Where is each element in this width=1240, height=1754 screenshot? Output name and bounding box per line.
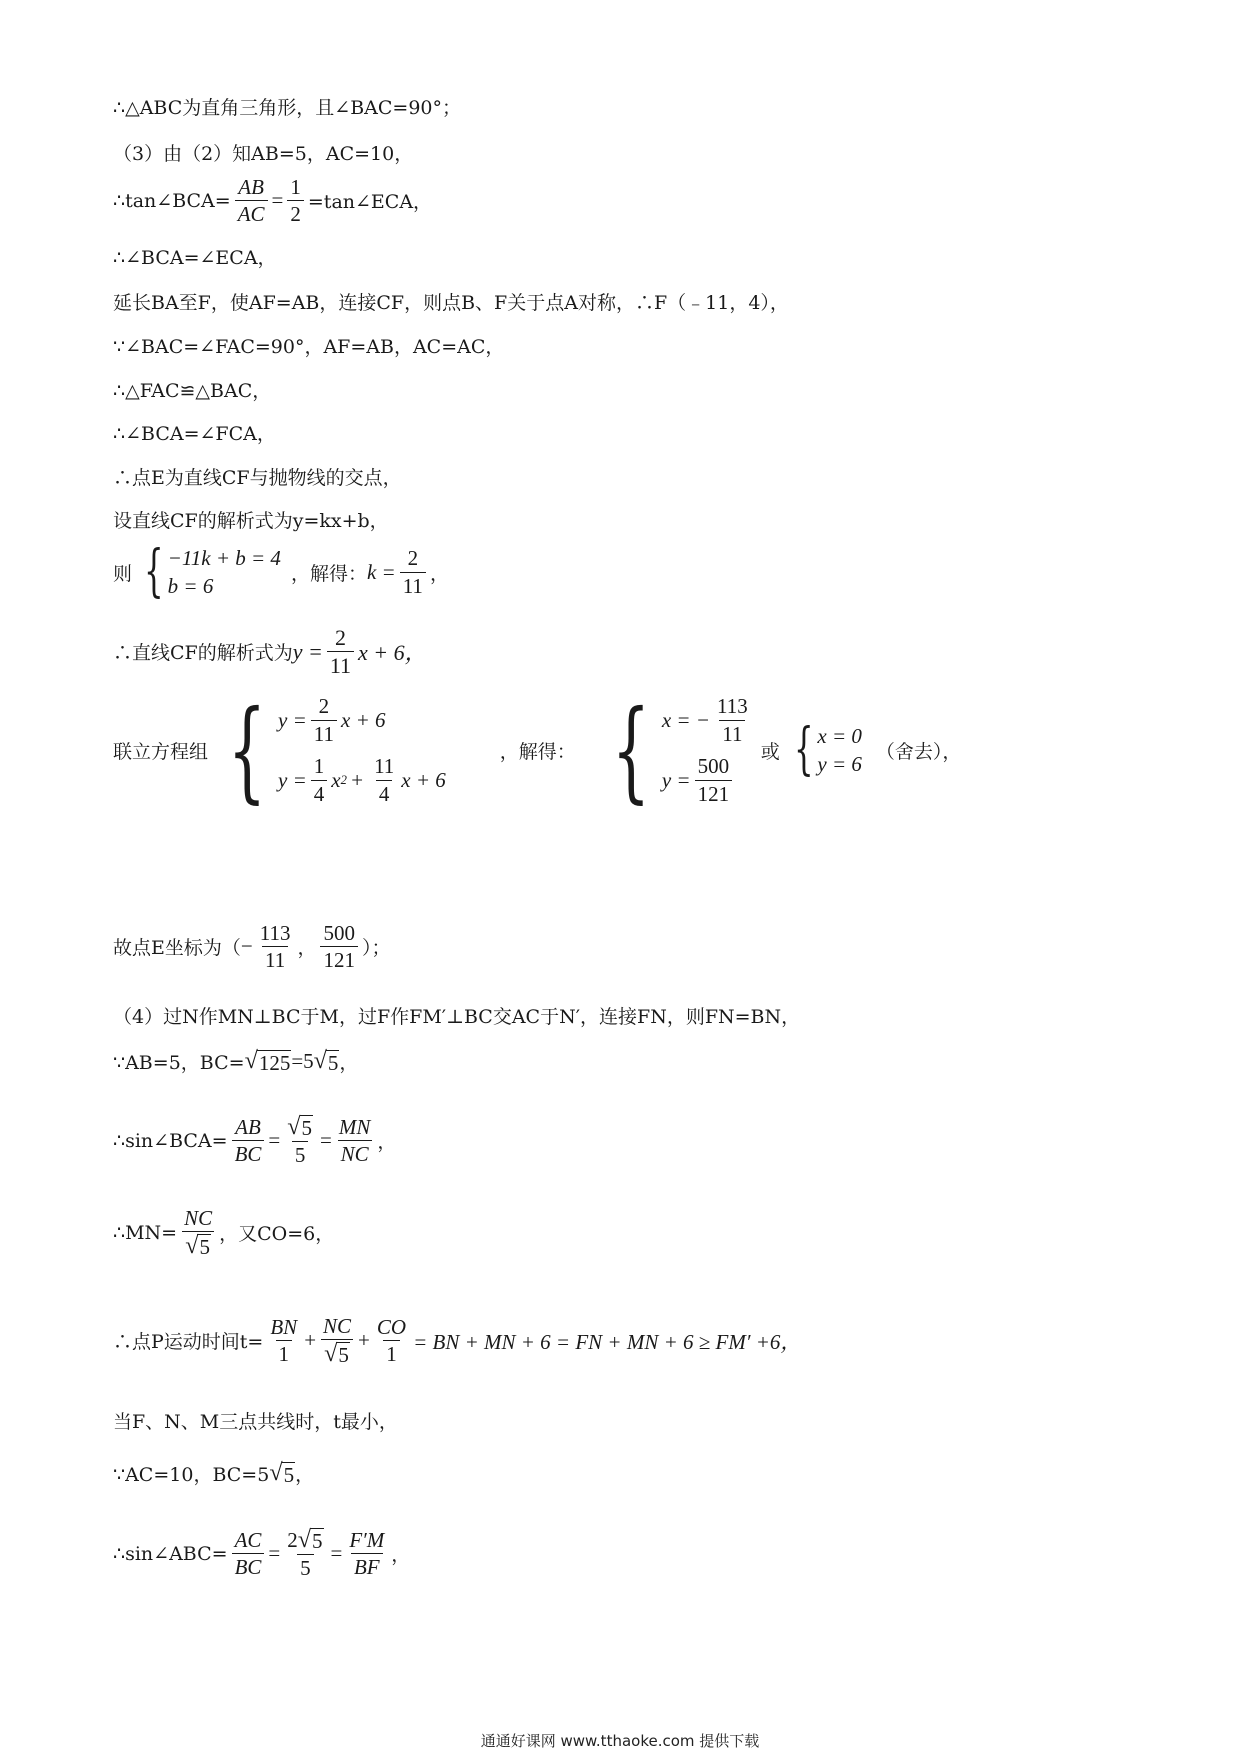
- line-13: 联立方程组 { y = $\frac{2}{11}$ x + 6 y = $\frac{1}{4}$ x 2 + $\frac{11}{4}$ x + 6 ，解得： { x = − $\frac{113}{11}$ y = $\frac{500}{121}$ 或 { x = 0 y = 6 （舍去），: [113, 686, 962, 814]
- fraction-ab-bc: $\frac{AB}{BC}$: [232, 1116, 265, 1165]
- fraction-2-11: $\frac{2}{11}$: [400, 547, 426, 596]
- fraction-half: $\frac{1}{2}$: [287, 176, 304, 225]
- line-15: （4）过N作MN⊥BC于M，过F作FM′⊥BC交AC于N′，连接FN，则FN=BN，: [113, 1006, 801, 1028]
- line-19: ∴点P运动时间t= $\frac{BN}{1}$ + NC √ 5 + $\frac{CO}{1}$ = BN + MN + 6 = FN + MN + 6 ≥ FM′ +6，: [113, 1314, 802, 1368]
- equation-system-2: { y = $\frac{2}{11}$ x + 6 y = $\frac{1}{4}$ x 2 + $\frac{11}{4}$ x + 6: [227, 686, 446, 814]
- sqrt-5b: √ 5: [269, 1459, 295, 1487]
- equation-system-1: { −11k + b = 4 b = 6: [144, 539, 281, 604]
- fraction-500-121: $\frac{500}{121}$: [320, 922, 358, 971]
- page-footer: 通通好课网 www.tthaoke.com 提供下载: [480, 1732, 760, 1750]
- fraction-co-1: $\frac{CO}{1}$: [376, 1315, 407, 1367]
- line-9: ∴点E为直线CF与抛物线的交点，: [113, 467, 402, 489]
- line-8: ∴∠BCA=∠FCA，: [113, 423, 276, 445]
- fraction-mn-nc: $\frac{MN}{NC}$: [338, 1115, 371, 1167]
- fraction-sqrt5-5: √ 5 5: [287, 1113, 313, 1168]
- fraction-ab-ac: $\frac{AB}{AC}$: [235, 176, 268, 225]
- fraction-fm-bf: $\frac{F'M}{BF}$: [349, 1528, 385, 1580]
- fraction-113-11: $\frac{113}{11}$: [259, 921, 291, 973]
- fraction-nc-sqrt5b: NC √ 5: [323, 1314, 352, 1368]
- sqrt-5: √ 5: [313, 1047, 339, 1075]
- line-16: ∵AB=5，BC= √ 125 =5 √ 5 ，: [113, 1047, 359, 1075]
- fraction-bn-1: $\frac{BN}{1}$: [270, 1315, 298, 1367]
- line-12: ∴直线CF的解析式为 y = $\frac{2}{11}$ x + 6，: [113, 625, 427, 679]
- line-20: 当F、N、M三点共线时，t最小，: [113, 1411, 398, 1433]
- sqrt-125: √ 125: [244, 1047, 291, 1075]
- rejected-solution: { x = 0 y = 6: [793, 717, 862, 782]
- solution-system: { x = − $\frac{113}{11}$ y = $\frac{500}{121}$: [611, 686, 748, 814]
- line-6: ∵∠BAC=∠FAC=90°，AF=AB，AC=AC，: [113, 336, 505, 358]
- line-1: ∴△ABC为直角三角形，且∠BAC=90°；: [113, 97, 462, 119]
- line-11: 则 { −11k + b = 4 b = 6 ，解得： k = $\frac{2}{11}$ ，: [113, 539, 449, 604]
- fraction-ac-bc: $\frac{AC}{BC}$: [232, 1529, 265, 1578]
- fraction-2sqrt5-5: 2 √ 5 5: [287, 1526, 323, 1581]
- line-7: ∴△FAC≌△BAC，: [113, 380, 272, 402]
- line-10: 设直线CF的解析式为y=kx+b，: [113, 510, 389, 532]
- line-22: ∴sin∠ABC= $\frac{AC}{BC}$ = 2 √ 5 5 = $\frac{F'M}{BF}$ ，: [113, 1526, 411, 1581]
- line-17: ∴sin∠BCA= $\frac{AB}{BC}$ = √ 5 5 = $\frac{MN}{NC}$ ，: [113, 1113, 397, 1168]
- fraction-nc-sqrt5: NC √ 5: [184, 1206, 213, 1260]
- fraction-2-11b: $\frac{2}{11}$: [327, 626, 354, 677]
- line-21: ∵AC=10，BC=5 √ 5 ，: [113, 1459, 315, 1487]
- line-14: 故点E坐标为（ − $\frac{113}{11}$ ， $\frac{500}{121}$ ）；: [113, 921, 391, 973]
- line-2: （3）由（2）知AB=5，AC=10，: [113, 143, 414, 165]
- line-3: ∴tan∠BCA= $\frac{AB}{AC}$ = $\frac{1}{2}$ =tan∠ECA，: [113, 175, 433, 227]
- line-18: ∴MN= NC √ 5 ，又CO=6，: [113, 1206, 335, 1260]
- line-5: 延长BA至F，使AF=AB，连接CF，则点B、F关于点A对称，∴F（﹣11，4），: [113, 292, 789, 314]
- line-4: ∴∠BCA=∠ECA，: [113, 247, 277, 269]
